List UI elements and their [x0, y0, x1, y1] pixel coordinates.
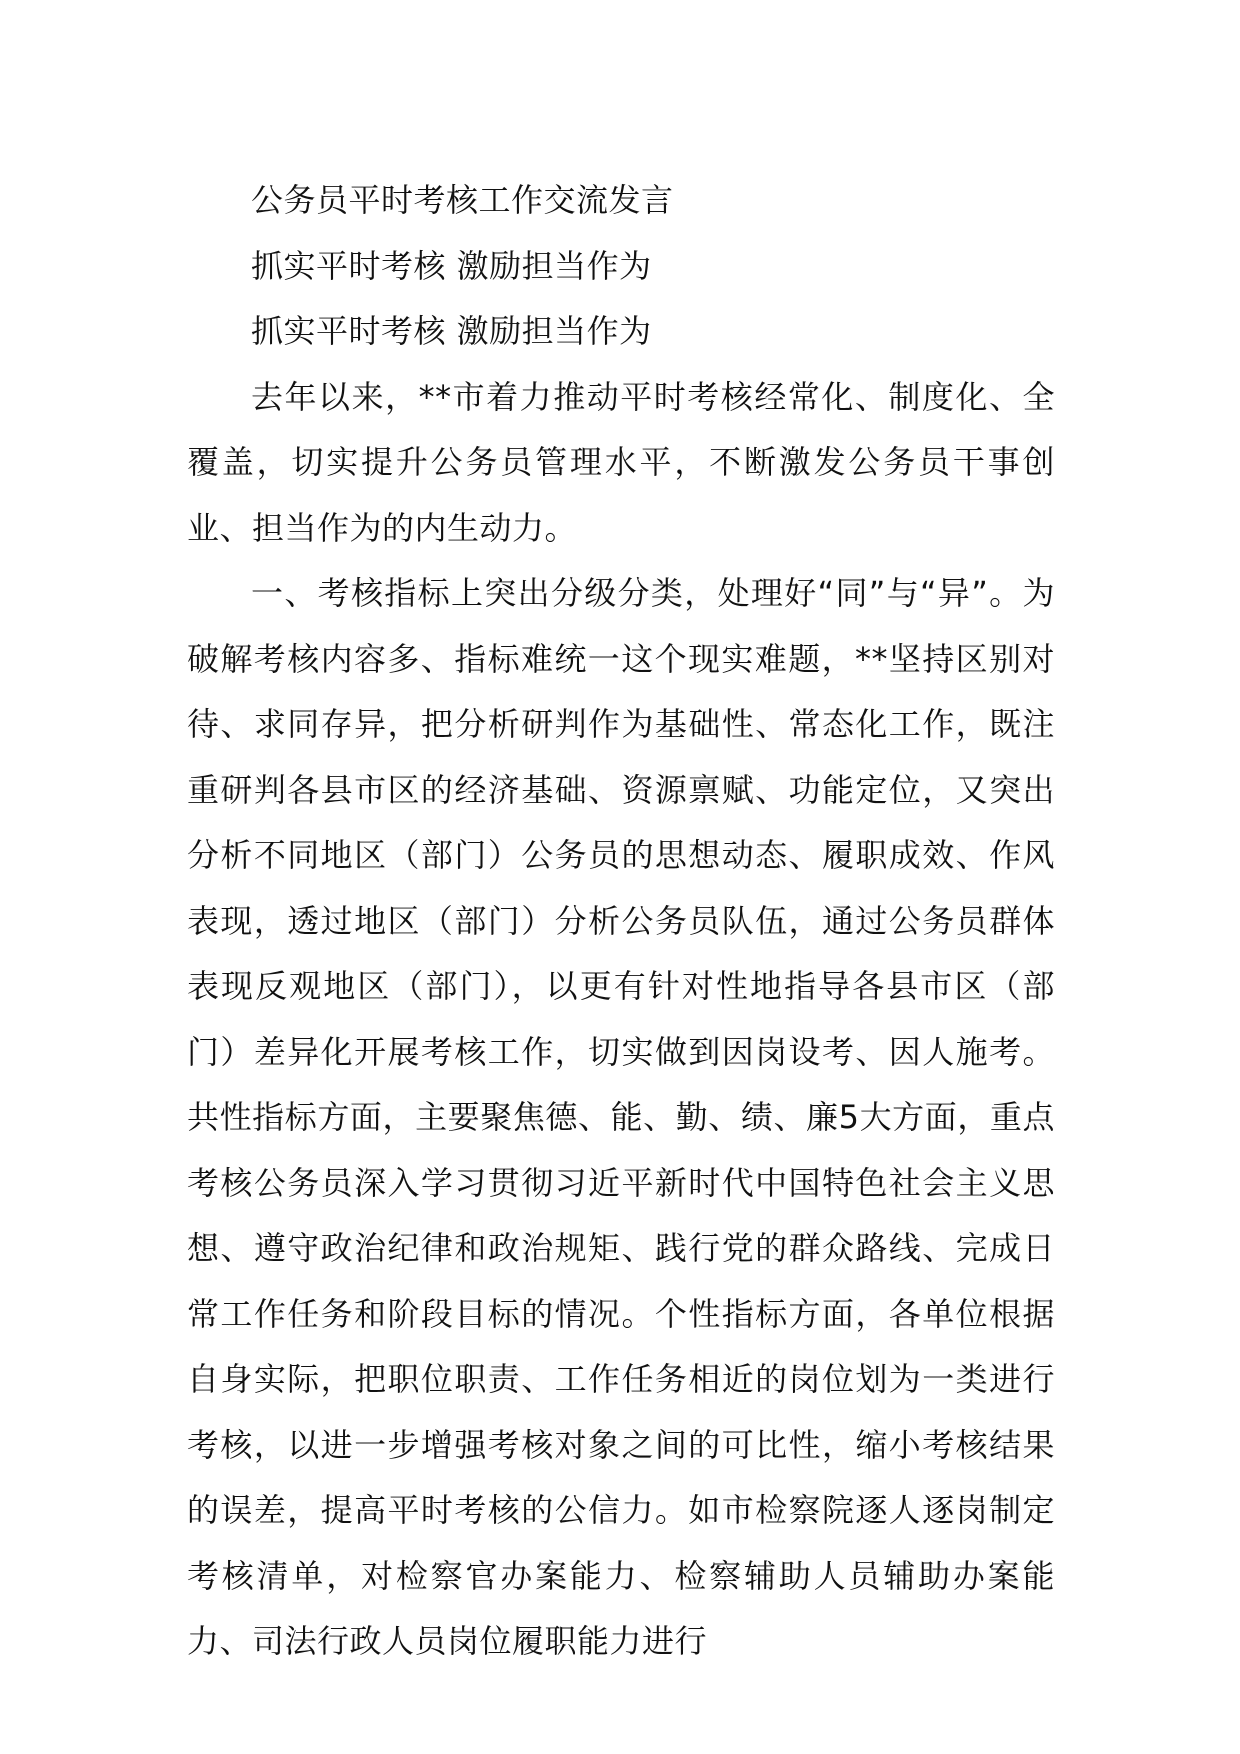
document-subtitle-1: 抓实平时考核 激励担当作为: [251, 246, 652, 285]
paragraph-intro: 去年以来，**市着力推动平时考核经常化、制度化、全覆盖，切实提升公务员管理水平，不断激发公务员干事创业、担当作为的内生动力。: [187, 377, 1055, 547]
document-body: [187, 168, 1055, 1675]
document-subtitle-2: 抓实平时考核 激励担当作为: [251, 312, 652, 350]
document-title: 公务员平时考核工作交流发言: [251, 181, 674, 219]
paragraph-section-1: 一、考核指标上突出分级分类，处理好“同”与“异”。为破解考核内容多、指标难统一这个现实难题，**坚持区别对待、求同存异，把分析研判作为基础性、常态化工作，既注重研判各县市区的经济基础、资源禀赋、功能定位，又突出分析不同地区（部门）公务员的思想动态、履职成效、作风表现，透过地区（部门）分析公务员队伍，通过公务员群体表现反观地区（部门），以更有针对性地指导各县市区（部门）差异化开展考核工作，切实做到因岗设考、因人施考。共性指标方面，主要聚焦德、能、勤、绩、廉5大方面，重点考核公务员深入学习贯彻习近平新时代中国特色社会主义思想、遵守政治纪律和政治规矩、践行党的群众路线、完成日常工作任务和阶段目标的情况。个性指标方面，各单位根据自身实际，把职位职责、工作任务相近的岗位划为一类进行考核，以进一步增强考核对象之间的可比性，缩小考核结果的误差，提高平时考核的公信力。如市检察院逐人逐岗制定考核清单，对检察官办案能力、检察辅助人员辅助办案能力、司法行政人员岗位履职能力进行: [187, 574, 1055, 1660]
